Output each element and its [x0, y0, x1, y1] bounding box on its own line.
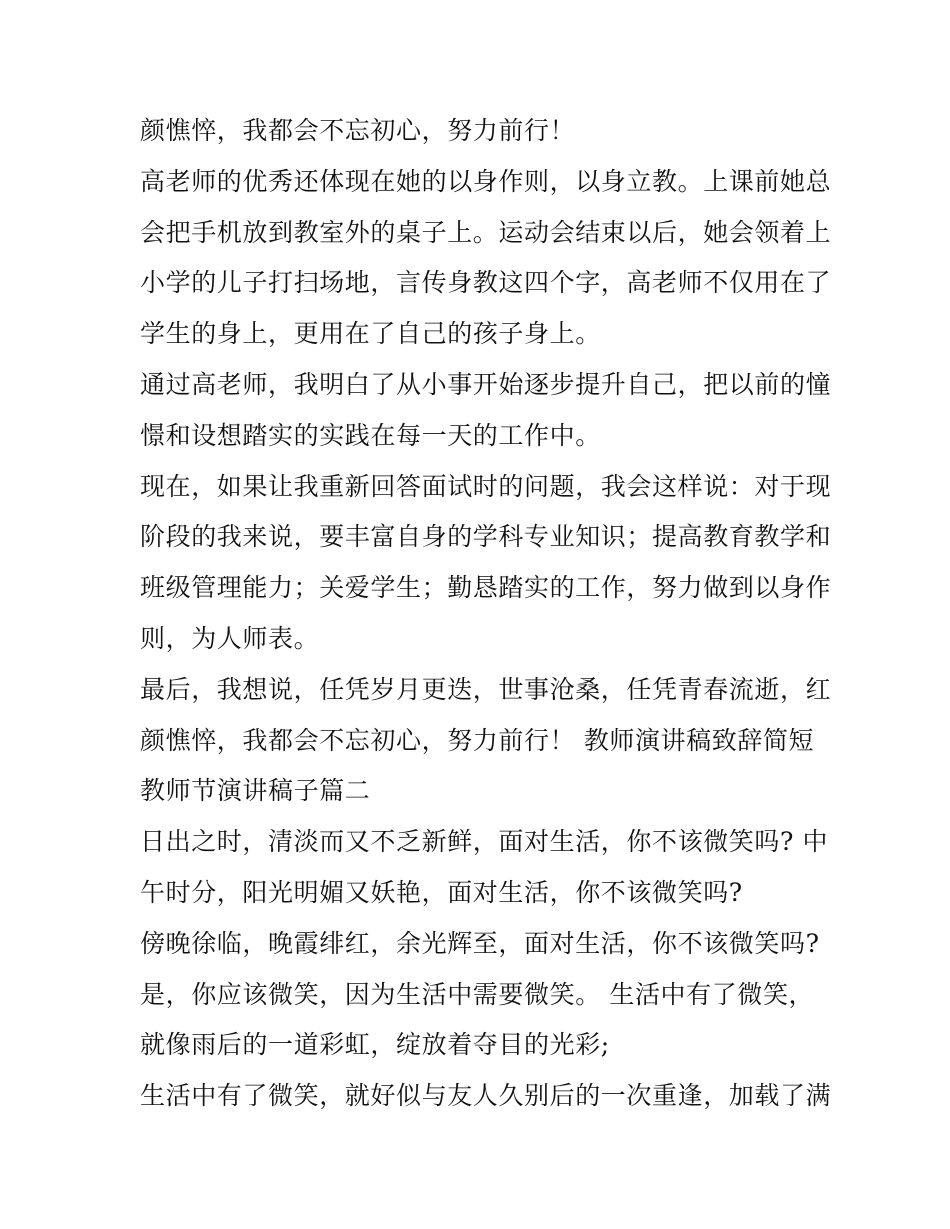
text-line: 是，你应该微笑，因为生活中需要微笑。 生活中有了微笑，: [140, 979, 815, 1009]
text-line: 现在，如果让我重新回答面试时的问题，我会这样说：对于现: [140, 471, 832, 501]
section-heading: 教师节演讲稿子篇二: [140, 776, 371, 806]
text-line: 会把手机放到教室外的桌子上。运动会结束以后，她会领着上: [140, 217, 832, 247]
text-line: 学生的身上，更用在了自己的孩子身上。: [140, 319, 601, 349]
text-line: 日出之时，清淡而又不乏新鲜，面对生活，你不该微笑吗? 中: [140, 827, 829, 857]
text-line: 阶段的我来说，要丰富自身的学科专业知识；提高教育教学和: [140, 522, 832, 552]
text-line: 颜憔悴，我都会不忘初心，努力前行！ 教师演讲稿致辞简短: [140, 725, 815, 755]
text-line: 颜憔悴，我都会不忘初心，努力前行！: [140, 116, 576, 145]
text-line: 高老师的优秀还体现在她的以身作则，以身立教。上课前她总: [140, 166, 832, 196]
text-line: 班级管理能力；关爱学生；勤恳踏实的工作，努力做到以身作: [140, 573, 832, 603]
text-line: 则，为人师表。: [140, 623, 320, 653]
text-line: 憬和设想踏实的实践在每一天的工作中。: [140, 420, 601, 450]
text-line: 生活中有了微笑，就好似与友人久别后的一次重逢，加载了满: [140, 1081, 832, 1111]
text-line: 小学的儿子打扫场地，言传身教这四个字，高老师不仅用在了: [140, 268, 832, 298]
text-line: 傍晚徐临，晚霞绯红，余光辉至，面对生活，你不该微笑吗?: [140, 928, 820, 958]
body-text: [140, 106, 830, 1122]
text-line: 通过高老师，我明白了从小事开始逐步提升自己，把以前的憧: [140, 369, 832, 399]
text-line: 午时分，阳光明媚又妖艳，面对生活，你不该微笑吗?: [140, 877, 743, 907]
text-line: 最后，我想说，任凭岁月更迭，世事沧桑，任凭青春流逝，红: [140, 674, 832, 704]
text-line: 就像雨后的一道彩虹，绽放着夺目的光彩;: [140, 1030, 610, 1060]
